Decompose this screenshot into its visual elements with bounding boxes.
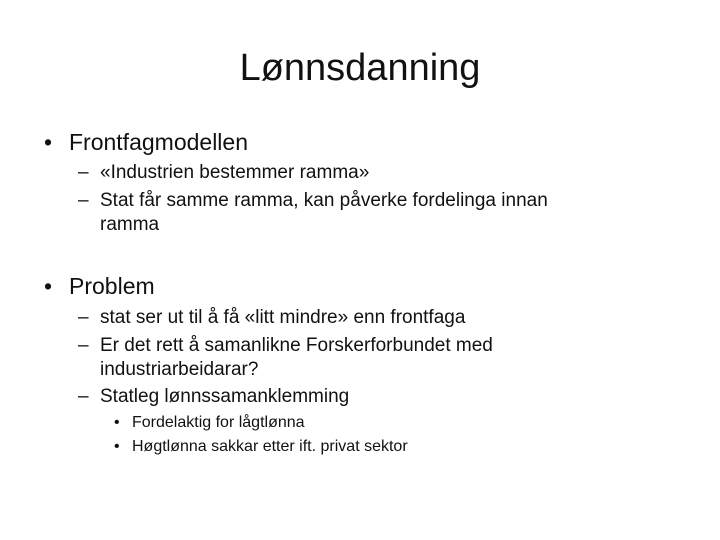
slide-title: Lønnsdanning bbox=[239, 47, 481, 89]
dash-marker: – bbox=[78, 190, 89, 211]
dash-marker: – bbox=[78, 386, 89, 407]
sub-bullet-2-2-continuation: industriarbeidarar? bbox=[100, 359, 259, 380]
dash-marker: – bbox=[78, 307, 89, 328]
sub-bullet-text: Stat får samme ramma, kan påverke fordelinga innan bbox=[100, 190, 548, 211]
sub-bullet-1-2-continuation: ramma bbox=[100, 214, 160, 235]
sub-bullet-text: stat ser ut til å få «litt mindre» enn frontfaga bbox=[100, 307, 466, 328]
sub-bullet-text: Statleg lønnssamanklemming bbox=[100, 386, 350, 407]
bullet-marker: • bbox=[44, 273, 53, 299]
bullet-2-text: Problem bbox=[69, 273, 155, 299]
bullet-1-text: Frontfagmodellen bbox=[69, 129, 248, 155]
bullet-marker: • bbox=[114, 414, 120, 431]
dash-marker: – bbox=[78, 162, 89, 183]
bullet-marker: • bbox=[114, 438, 120, 455]
dash-marker: – bbox=[78, 335, 89, 356]
sub-sub-bullet-text: Fordelaktig for lågtlønna bbox=[132, 414, 305, 431]
sub-bullet-text: Er det rett å samanlikne Forskerforbundet med bbox=[100, 335, 493, 356]
sub-bullet-text: «Industrien bestemmer ramma» bbox=[100, 162, 370, 183]
bullet-marker: • bbox=[44, 129, 53, 155]
sub-sub-bullet-text: Høgtlønna sakkar etter ift. privat sektor bbox=[132, 438, 408, 455]
